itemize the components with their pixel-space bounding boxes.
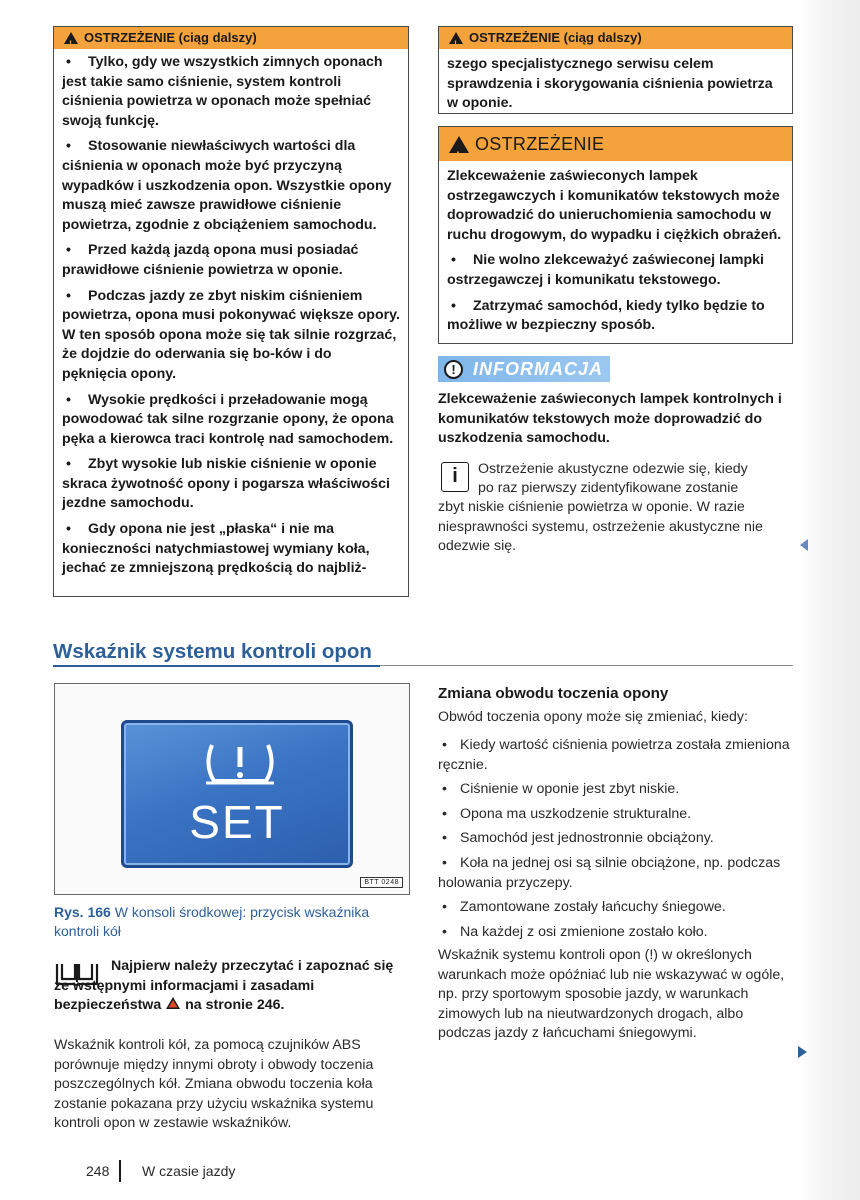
tpms-paragraph: Wskaźnik systemu kontroli opon (!) w określonych warunkach może opóźniać lub nie wskazywać w ogóle, np. przy sportowym sposobie jazdy, w warunkach zimowych lub na nieutwardzonych drogach, albo podczas jazdy z łańcuchami śniegowymi. xyxy=(438,947,785,1042)
info-header xyxy=(438,356,610,382)
continue-arrow-icon xyxy=(798,1046,807,1058)
warning-box-continued-left xyxy=(53,26,409,597)
page-edge-shadow xyxy=(800,0,860,1200)
warning-bullet: • Gdy opona nie jest „płaska“ i nie ma konieczności natychmiastowej wymiany koła, jechać ze zmniejszoną prędkością do najbliż- xyxy=(62,520,400,579)
warning-body xyxy=(439,49,792,126)
warning-header xyxy=(439,27,792,49)
subsection-intro: Obwód toczenia opony może się zmieniać, kiedy: xyxy=(438,709,748,725)
page-number: 248 xyxy=(86,1163,110,1179)
list-item: • Samochód jest jednostronnie obciążony. xyxy=(442,830,714,847)
read-first-notice xyxy=(54,957,410,1016)
warning-header xyxy=(54,27,408,49)
info-text: Zlekceważenie zaświeconych lampek kontrolnych i komunikatów tekstowych może doprowadzić do uszkodzenia samochodu. xyxy=(438,391,782,447)
figure-code: BTT 0248 xyxy=(360,877,403,888)
read-first-text: Najpierw należy przeczytać i zapoznać się ze wstępnymi informacjami i zasadami bezpieczeństwa xyxy=(54,958,394,1014)
warning-box-main xyxy=(438,126,793,344)
list-item: • Opona ma uszkodzenie strukturalne. xyxy=(442,805,692,822)
warning-header-text: OSTRZEŻENIE (ciąg dalszy) xyxy=(469,30,642,45)
info-note-line-2: po raz pierwszy zidentyfikowane zostanie xyxy=(478,480,739,496)
info-header-text: INFORMACJA xyxy=(473,358,603,379)
section-rule xyxy=(53,665,380,667)
figure-set-button xyxy=(54,683,410,895)
warning-bullet: • Zbyt wysokie lub niskie ciśnienie w oponie skraca żywotność opony i pogarsza właściwości jezdne samochodu. xyxy=(62,455,400,514)
exclamation-circle-icon: ! xyxy=(444,360,463,379)
info-note-line-1: Ostrzeżenie akustyczne odezwie się, kiedy xyxy=(478,461,748,477)
conditions-list xyxy=(438,736,793,947)
set-button-illustration xyxy=(121,720,353,868)
warning-triangle-icon xyxy=(449,32,463,44)
info-i-icon: i xyxy=(441,462,469,492)
set-label: SET xyxy=(189,796,285,848)
warning-header xyxy=(439,127,792,161)
warning-body xyxy=(54,49,408,591)
section-title: Wskaźnik systemu kontroli opon xyxy=(53,640,372,663)
list-item: • Koła na jednej osi są silnie obciążone, np. podczas holowania przyczepy. xyxy=(438,854,781,891)
figure-caption-text: W konsoli środkowej: przycisk wskaźnika kontroli kół xyxy=(54,904,370,939)
warning-bullet: • Stosowanie niewłaściwych wartości dla ciśnienia w oponach może być przyczyną wypadków i uszkodzenia opon. Wszystkie opony muszą mieć zawsze prawidłowe ciśnienie powietrza, zgodnie z obciążeniem samochodu. xyxy=(62,137,400,235)
tire-pressure-symbol: (!) xyxy=(644,947,659,963)
warning-box-continued-right xyxy=(438,26,793,114)
subsection-heading: Zmiana obwodu toczenia opony xyxy=(438,685,669,702)
chapter-title: W czasie jazdy xyxy=(142,1163,236,1179)
read-first-page-ref: na stronie 246. xyxy=(185,997,285,1014)
section-rule-gray xyxy=(380,665,793,666)
info-note-rest: zbyt niskie ciśnienie powietrza w oponie. W razie niesprawności systemu, ostrzeżenie akustyczne nie odezwie się. xyxy=(438,499,763,555)
figure-caption-label: Rys. 166 xyxy=(54,904,111,920)
warning-body xyxy=(439,161,792,348)
warning-bullet: • Podczas jazdy ze zbyt niskim ciśnieniem powietrza, opona musi pokonywać większe opory. W ten sposób opona może się tak silnie rozgrzać, że dojdzie do oderwania się bo-ków i do pęknięcia opony. xyxy=(62,287,400,385)
warning-header-text: OSTRZEŻENIE xyxy=(475,134,605,154)
warning-bullet: • Zatrzymać samochód, kiedy tylko będzie to możliwe w bezpieczny sposób. xyxy=(447,297,784,336)
list-item: • Zamontowane zostały łańcuchy śniegowe. xyxy=(442,899,726,916)
warning-triangle-icon xyxy=(165,996,181,1010)
warning-triangle-icon xyxy=(64,32,78,44)
warning-bullet: • Wysokie prędkości i przeładowanie mogą powodować tak silne rozgrzanie opony, że opona pęka a kierowca traci kontrolę nad samochodem. xyxy=(62,391,400,450)
warning-header-text: OSTRZEŻENIE (ciąg dalszy) xyxy=(84,30,257,45)
list-item: • Na każdej z osi zmienione zostało koło. xyxy=(442,923,708,940)
list-item: • Ciśnienie w oponie jest zbyt niskie. xyxy=(442,781,680,798)
warning-text: Zlekceważenie zaświeconych lampek ostrzegawczych i komunikatów tekstowych może doprowadzić do unieruchomienia samochodu w ruchu drogowym, do wypadku i ciężkich obrażeń. xyxy=(447,168,782,243)
footer-separator xyxy=(119,1160,121,1182)
warning-bullet: • Tylko, gdy we wszystkich zimnych oponach jest takie samo ciśnienie, system kontroli ciśnienia powietrza w oponach może spełniać swoją funkcję. xyxy=(62,53,400,131)
tire-pressure-warning-icon xyxy=(200,739,280,789)
warning-text: szego specjalistycznego serwisu celem sprawdzenia i skorygowania ciśnienia powietrza w oponie. xyxy=(447,56,773,112)
continue-back-arrow-icon xyxy=(800,539,808,551)
warning-bullet: • Nie wolno zlekceważyć zaświeconej lampki ostrzegawczej i komunikatu tekstowego. xyxy=(447,251,784,290)
body-left-paragraph: Wskaźnik kontroli kół, za pomocą czujników ABS porównuje między innymi obroty i obwody toczenia poszczególnych kół. Zmiana obwodu toczenia koła zostanie pokazana przy użyciu wskaźnika systemu kontroli opon w zestawie wskaźników. xyxy=(54,1037,374,1132)
list-item: • Kiedy wartość ciśnienia powietrza została zmieniona ręcznie. xyxy=(438,737,790,773)
warning-bullet: • Przed każdą jazdą opona musi posiadać prawidłowe ciśnienie powietrza w oponie. xyxy=(62,241,400,280)
figure-caption xyxy=(54,903,410,940)
warning-triangle-icon xyxy=(449,136,469,153)
